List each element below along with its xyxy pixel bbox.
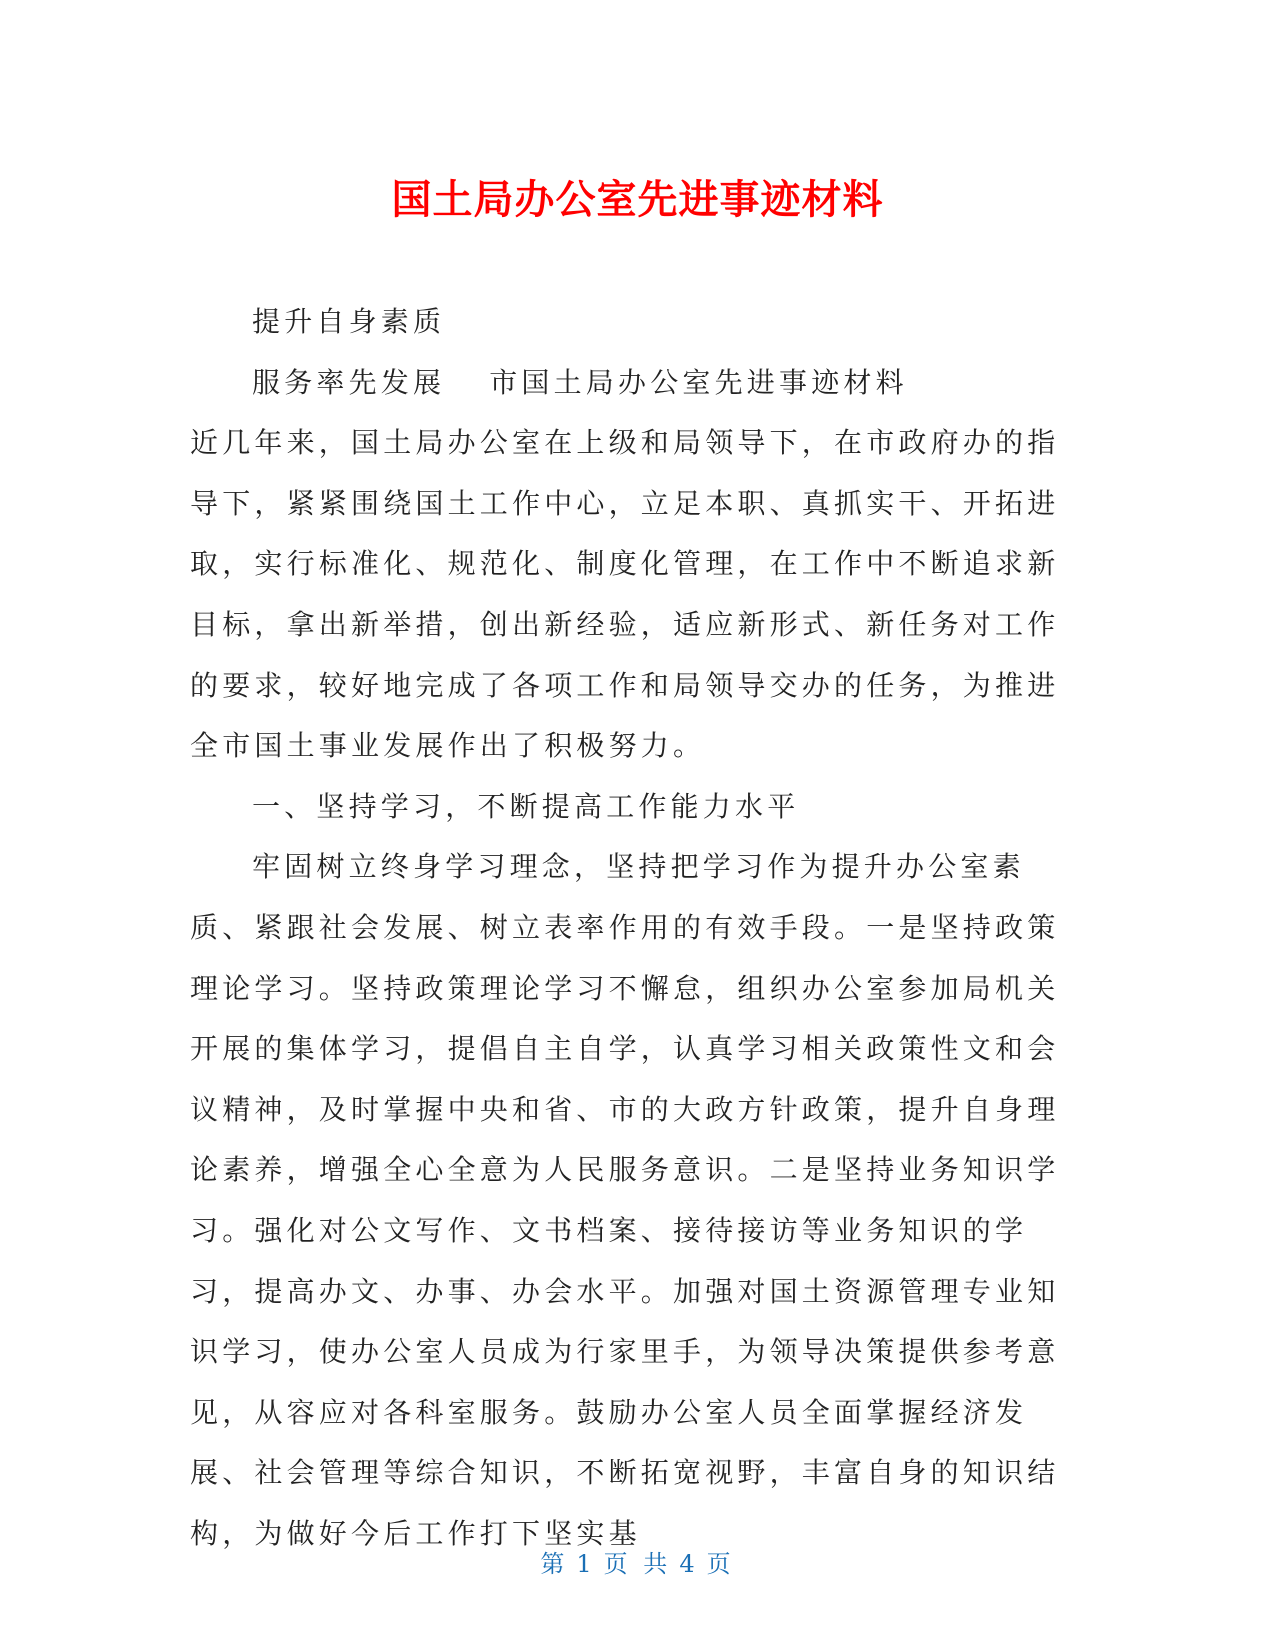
footer-page-mid: 页 共 (603, 1550, 672, 1578)
footer-page-number: 1 (576, 1550, 596, 1578)
subtitle-line-2-part-a: 服务率先发展 (252, 365, 446, 399)
subtitle-line-2-part-b: 市国土局办公室先进事迹材料 (489, 365, 908, 399)
paragraph-section-1: 牢固树立终身学习理念，坚持把学习作为提升办公室素质、紧跟社会发展、树立表率作用的有效手段。一是坚持政策理论学习。坚持政策理论学习不懈怠，组织办公室参加局机关开展的集体学习，提倡自主自学，认真学习相关政策性文和会议精神，及时掌握中央和省、市的大政方针政策，提升自身理论素养，增强全心全意为人民服务意识。二是坚持业务知识学习。强化对公文写作、文书档案、接待接访等业务知识的学习，提高办文、办事、办会水平。加强对国土资源管理专业知识学习，使办公室人员成为行家里手，为领导决策提供参考意见，从容应对各科室服务。鼓励办公室人员全面掌握经济发展、社会管理等综合知识，不断拓宽视野，丰富自身的知识结构，为做好今后工作打下坚实基 (190, 850, 1060, 1550)
subtitle-line-2 (190, 353, 1070, 414)
footer-page-suffix: 页 (706, 1550, 735, 1578)
subtitle-line-1: 提升自身素质 (252, 305, 446, 338)
document-title: 国土局办公室先进事迹材料 (391, 177, 884, 223)
document-body (190, 292, 1070, 1564)
footer-page-total: 4 (679, 1550, 699, 1578)
footer-page-prefix: 第 (540, 1550, 569, 1578)
paragraph-intro: 近几年来，国土局办公室在上级和局领导下，在市政府办的指导下，紧紧围绕国土工作中心，立足本职、真抓实干、开拓进取，实行标准化、规范化、制度化管理，在工作中不断追求新目标，拿出新举措，创出新经验，适应新形式、新任务对工作的要求，较好地完成了各项工作和局领导交办的任务，为推进全市国土事业发展作出了积极努力。 (190, 426, 1060, 763)
section-heading-1: 一、坚持学习，不断提高工作能力水平 (252, 789, 800, 823)
page-footer (0, 1544, 1275, 1579)
